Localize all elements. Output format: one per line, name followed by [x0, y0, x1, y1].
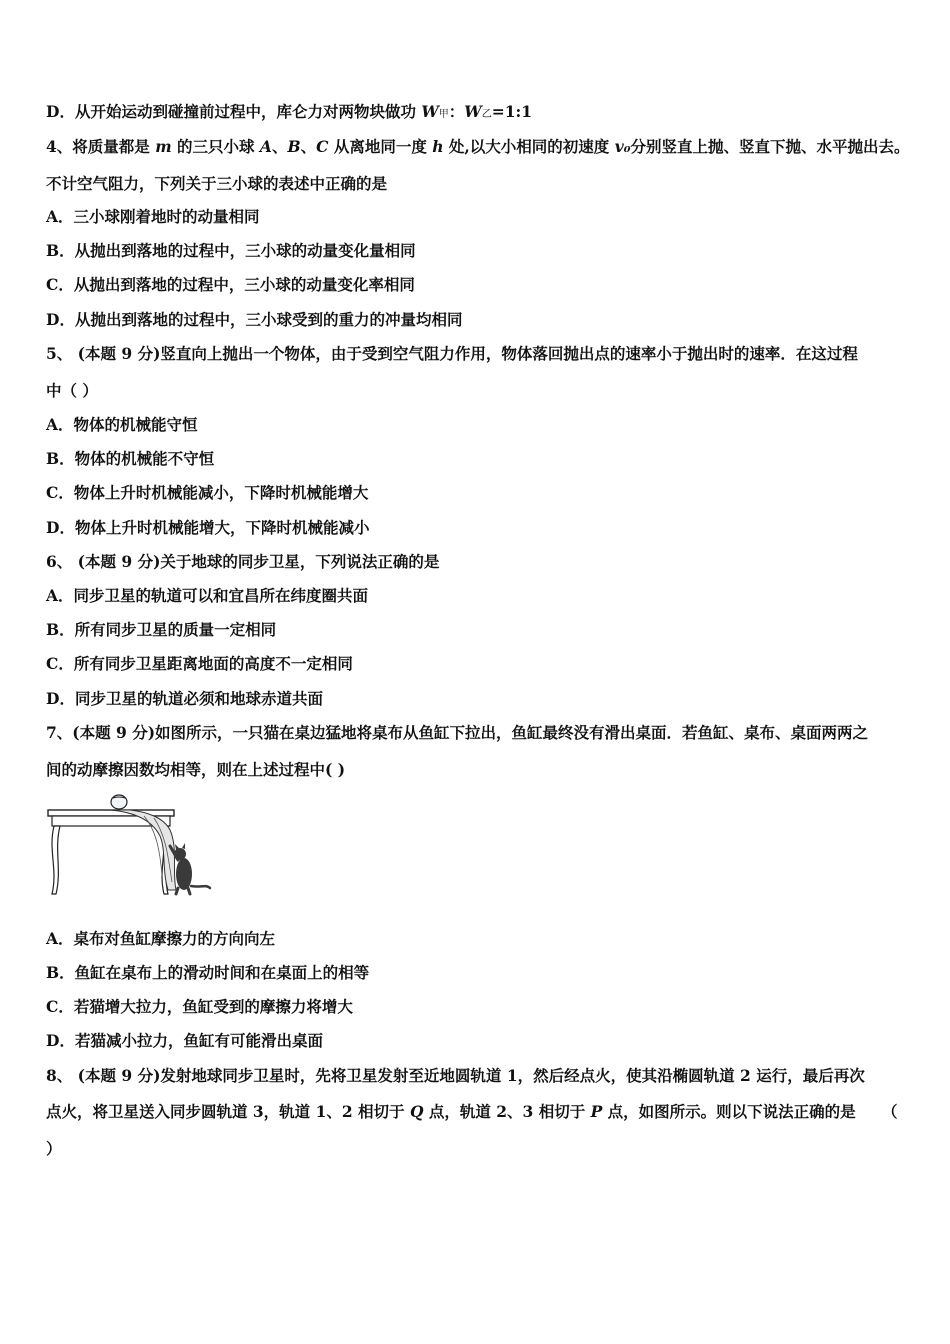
var-p: P — [590, 1102, 603, 1121]
q5-option-a: A．物体的机械能守恒 — [46, 415, 198, 434]
text: 分别竖直上抛、竖直下抛、水平抛出去。 — [630, 137, 910, 156]
text: 点火，将卫星送入同步圆轨道 3，轨道 1、2 相切于 — [46, 1102, 410, 1121]
q7-stem-line2: 间的动摩擦因数均相等，则在上述过程中( ) — [46, 760, 346, 779]
cat-body — [176, 858, 192, 890]
q8-stem-line1: 8、 (本题 9 分)发射地球同步卫星时，先将卫星发射至近地圆轨道 1，然后经点火，使其沿椭圆轨道 2 运行，最后再次 — [46, 1066, 865, 1085]
q4-option-a: A．三小球刚着地时的动量相同 — [46, 207, 260, 226]
text: 处,以大小相同的初速度 — [443, 137, 615, 156]
q5-stem-line1: 5、 (本题 9 分)竖直向上抛出一个物体，由于受到空气阻力作用，物体落回抛出点的速率小于抛出时的速率．在这过程 — [46, 344, 858, 363]
var-q: Q — [409, 1102, 424, 1121]
q5-option-c: C．物体上升时机械能减小，下降时机械能增大 — [46, 483, 369, 502]
var-c: C — [316, 137, 329, 156]
q4-stem-line2: 不计空气阻力，下列关于三小球的表述中正确的是 — [46, 174, 388, 193]
var-h: h — [432, 137, 444, 156]
table-top — [48, 810, 174, 816]
q7-option-b: B．鱼缸在桌布上的滑动时间和在桌面上的相等 — [46, 963, 370, 982]
work-subscript: 甲 — [438, 109, 449, 120]
cat-table-figure — [44, 790, 214, 900]
q5-option-d: D．物体上升时机械能增大，下降时机械能减小 — [46, 518, 370, 537]
q4-option-c: C．从抛出到落地的过程中，三小球的动量变化率相同 — [46, 275, 415, 294]
q6-option-d: D．同步卫星的轨道必须和地球赤道共面 — [46, 689, 323, 708]
q3-option-d — [46, 101, 910, 126]
text: 点，如图所示。则以下说法正确的是 — [602, 1102, 856, 1121]
option-text: 从开始运动到碰撞前过程中，库仑力对两物块做功 — [74, 102, 422, 121]
var-b: B — [287, 137, 301, 156]
option-label: D． — [46, 102, 75, 121]
q8-stem-line2 — [46, 1101, 910, 1123]
q4-option-d: D．从抛出到落地的过程中，三小球受到的重力的冲量均相同 — [46, 310, 463, 329]
var-m: m — [155, 137, 172, 156]
q7-option-a: A．桌布对鱼缸摩擦力的方向向左 — [46, 929, 276, 948]
q8-stem-line3: ） — [46, 1139, 62, 1158]
q4-stem-line1 — [46, 136, 910, 158]
text: 从离地同一度 — [328, 137, 433, 156]
ratio: =1:1 — [491, 102, 532, 121]
q7-stem-line1: 7、(本题 9 分)如图所示，一只猫在桌边猛地将桌布从鱼缸下拉出，鱼缸最终没有滑出桌面．若鱼缸、桌布、桌面两两之 — [46, 723, 869, 742]
work-symbol: W — [421, 102, 439, 121]
q7-option-c: C．若猫增大拉力，鱼缸受到的摩擦力将增大 — [46, 997, 353, 1016]
q6-option-c: C．所有同步卫星距离地面的高度不一定相同 — [46, 654, 353, 673]
cat-tail — [191, 886, 210, 888]
answer-paren-open: （ — [882, 1102, 898, 1121]
question-number: 4、 — [46, 137, 73, 156]
text: 的三只小球 — [171, 137, 260, 156]
work-symbol: W — [464, 102, 482, 121]
var-a: A — [259, 137, 272, 156]
table-leg-left — [52, 826, 60, 894]
text: 将质量都是 — [72, 137, 156, 156]
var-v0: v₀ — [614, 137, 631, 156]
text: 、 — [300, 137, 317, 156]
q4-option-b: B．从抛出到落地的过程中，三小球的动量变化量相同 — [46, 241, 416, 260]
q7-option-d: D．若猫减小拉力，鱼缸有可能滑出桌面 — [46, 1031, 323, 1050]
q5-stem-line2: 中（ ） — [46, 381, 98, 400]
q6-option-a: A．同步卫星的轨道可以和宜昌所在纬度圈共面 — [46, 586, 369, 605]
q6-option-b: B．所有同步卫星的质量一定相同 — [46, 620, 277, 639]
text: 点，轨道 2、3 相切于 — [423, 1102, 591, 1121]
text: 、 — [271, 137, 288, 156]
q5-option-b: B．物体的机械能不守恒 — [46, 449, 215, 468]
q6-stem: 6、 (本题 9 分)关于地球的同步卫星，下列说法正确的是 — [46, 552, 440, 571]
work-subscript: 乙 — [481, 109, 492, 120]
separator: ： — [448, 102, 465, 121]
